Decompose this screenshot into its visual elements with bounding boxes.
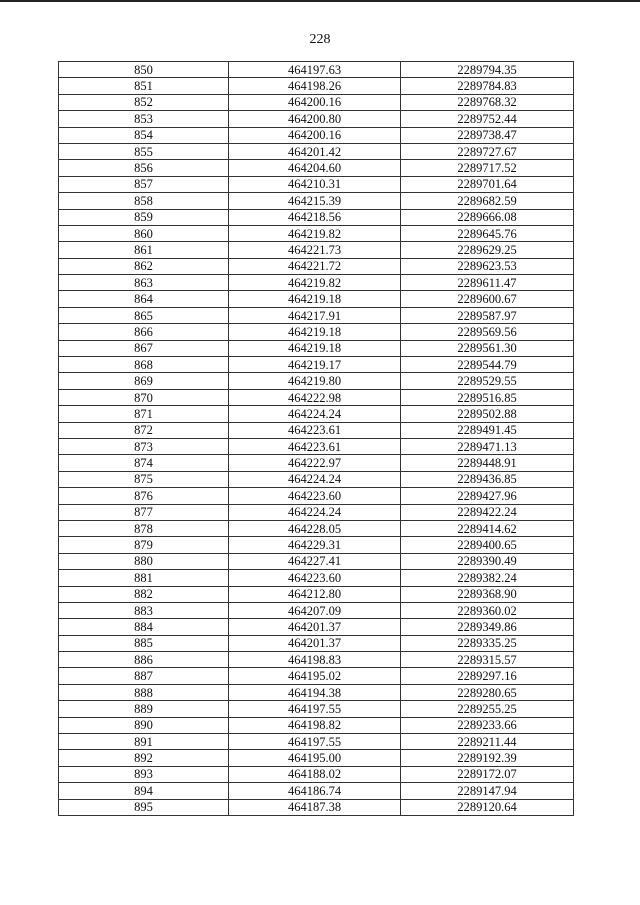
x-coordinate-cell: 464212.80 [229,586,401,602]
table-row [59,734,574,750]
x-coordinate-cell: 464224.24 [229,471,401,487]
table-row [59,78,574,94]
point-number-cell: 870 [59,389,229,405]
x-coordinate-cell: 464217.91 [229,307,401,323]
y-coordinate-cell: 2289717.52 [401,160,574,176]
table-row [59,504,574,520]
y-coordinate-cell: 2289784.83 [401,78,574,94]
table-row [59,111,574,127]
x-coordinate-cell: 464201.37 [229,619,401,635]
point-number-cell: 852 [59,94,229,110]
point-number-cell: 885 [59,635,229,651]
y-coordinate-cell: 2289645.76 [401,225,574,241]
x-coordinate-cell: 464197.55 [229,734,401,750]
x-coordinate-cell: 464197.55 [229,701,401,717]
point-number-cell: 894 [59,783,229,799]
point-number-cell: 874 [59,455,229,471]
y-coordinate-cell: 2289436.85 [401,471,574,487]
x-coordinate-cell: 464218.56 [229,209,401,225]
y-coordinate-cell: 2289427.96 [401,488,574,504]
x-coordinate-cell: 464223.61 [229,422,401,438]
y-coordinate-cell: 2289727.67 [401,143,574,159]
point-number-cell: 868 [59,357,229,373]
y-coordinate-cell: 2289752.44 [401,111,574,127]
page-number: 228 [309,32,331,47]
point-number-cell: 876 [59,488,229,504]
y-coordinate-cell: 2289516.85 [401,389,574,405]
point-number-cell: 869 [59,373,229,389]
y-coordinate-cell: 2289400.65 [401,537,574,553]
x-coordinate-cell: 464229.31 [229,537,401,553]
table-row [59,242,574,258]
point-number-cell: 888 [59,684,229,700]
x-coordinate-cell: 464219.82 [229,275,401,291]
table-row [59,94,574,110]
table-row [59,373,574,389]
x-coordinate-cell: 464198.82 [229,717,401,733]
table-row [59,209,574,225]
point-number-cell: 857 [59,176,229,192]
x-coordinate-cell: 464219.18 [229,291,401,307]
table-row [59,307,574,323]
point-number-cell: 853 [59,111,229,127]
y-coordinate-cell: 2289120.64 [401,799,574,815]
x-coordinate-cell: 464188.02 [229,766,401,782]
x-coordinate-cell: 464223.61 [229,438,401,454]
point-number-cell: 861 [59,242,229,258]
point-number-cell: 856 [59,160,229,176]
point-number-cell: 893 [59,766,229,782]
x-coordinate-cell: 464210.31 [229,176,401,192]
table-row [59,520,574,536]
table-row [59,62,574,78]
y-coordinate-cell: 2289280.65 [401,684,574,700]
x-coordinate-cell: 464204.60 [229,160,401,176]
coordinates-table [58,61,574,816]
y-coordinate-cell: 2289349.86 [401,619,574,635]
y-coordinate-cell: 2289600.67 [401,291,574,307]
x-coordinate-cell: 464219.80 [229,373,401,389]
point-number-cell: 891 [59,734,229,750]
top-border-rule [0,0,640,2]
y-coordinate-cell: 2289491.45 [401,422,574,438]
y-coordinate-cell: 2289794.35 [401,62,574,78]
y-coordinate-cell: 2289666.08 [401,209,574,225]
y-coordinate-cell: 2289335.25 [401,635,574,651]
y-coordinate-cell: 2289544.79 [401,357,574,373]
y-coordinate-cell: 2289382.24 [401,570,574,586]
x-coordinate-cell: 464187.38 [229,799,401,815]
table-row [59,143,574,159]
point-number-cell: 866 [59,324,229,340]
x-coordinate-cell: 464222.97 [229,455,401,471]
table-row [59,127,574,143]
y-coordinate-cell: 2289390.49 [401,553,574,569]
coordinates-table-body [59,62,574,816]
y-coordinate-cell: 2289414.62 [401,520,574,536]
y-coordinate-cell: 2289502.88 [401,406,574,422]
table-row [59,717,574,733]
y-coordinate-cell: 2289738.47 [401,127,574,143]
point-number-cell: 887 [59,668,229,684]
table-row [59,225,574,241]
point-number-cell: 858 [59,193,229,209]
y-coordinate-cell: 2289701.64 [401,176,574,192]
table-row [59,406,574,422]
point-number-cell: 850 [59,62,229,78]
table-row [59,750,574,766]
table-row [59,389,574,405]
table-row [59,668,574,684]
table-row [59,799,574,815]
point-number-cell: 859 [59,209,229,225]
point-number-cell: 854 [59,127,229,143]
point-number-cell: 867 [59,340,229,356]
table-row [59,635,574,651]
point-number-cell: 873 [59,438,229,454]
y-coordinate-cell: 2289611.47 [401,275,574,291]
x-coordinate-cell: 464223.60 [229,488,401,504]
y-coordinate-cell: 2289192.39 [401,750,574,766]
y-coordinate-cell: 2289471.13 [401,438,574,454]
table-row [59,586,574,602]
x-coordinate-cell: 464200.80 [229,111,401,127]
y-coordinate-cell: 2289147.94 [401,783,574,799]
y-coordinate-cell: 2289297.16 [401,668,574,684]
point-number-cell: 860 [59,225,229,241]
x-coordinate-cell: 464219.18 [229,324,401,340]
table-row [59,160,574,176]
point-number-cell: 877 [59,504,229,520]
table-row [59,766,574,782]
point-number-cell: 871 [59,406,229,422]
point-number-cell: 879 [59,537,229,553]
y-coordinate-cell: 2289768.32 [401,94,574,110]
x-coordinate-cell: 464227.41 [229,553,401,569]
x-coordinate-cell: 464194.38 [229,684,401,700]
x-coordinate-cell: 464215.39 [229,193,401,209]
x-coordinate-cell: 464224.24 [229,504,401,520]
table-row [59,602,574,618]
point-number-cell: 890 [59,717,229,733]
x-coordinate-cell: 464221.73 [229,242,401,258]
y-coordinate-cell: 2289368.90 [401,586,574,602]
x-coordinate-cell: 464186.74 [229,783,401,799]
y-coordinate-cell: 2289629.25 [401,242,574,258]
x-coordinate-cell: 464198.83 [229,652,401,668]
table-row [59,652,574,668]
table-row [59,193,574,209]
point-number-cell: 865 [59,307,229,323]
y-coordinate-cell: 2289529.55 [401,373,574,389]
x-coordinate-cell: 464197.63 [229,62,401,78]
point-number-cell: 889 [59,701,229,717]
x-coordinate-cell: 464198.26 [229,78,401,94]
table-row [59,340,574,356]
point-number-cell: 862 [59,258,229,274]
point-number-cell: 872 [59,422,229,438]
point-number-cell: 881 [59,570,229,586]
table-row [59,357,574,373]
table-row [59,684,574,700]
x-coordinate-cell: 464200.16 [229,127,401,143]
point-number-cell: 851 [59,78,229,94]
table-row [59,570,574,586]
y-coordinate-cell: 2289360.02 [401,602,574,618]
table-row [59,783,574,799]
y-coordinate-cell: 2289422.24 [401,504,574,520]
x-coordinate-cell: 464219.17 [229,357,401,373]
table-row [59,258,574,274]
point-number-cell: 886 [59,652,229,668]
x-coordinate-cell: 464201.37 [229,635,401,651]
y-coordinate-cell: 2289623.53 [401,258,574,274]
point-number-cell: 883 [59,602,229,618]
point-number-cell: 882 [59,586,229,602]
point-number-cell: 875 [59,471,229,487]
y-coordinate-cell: 2289315.57 [401,652,574,668]
table-row [59,619,574,635]
point-number-cell: 895 [59,799,229,815]
y-coordinate-cell: 2289172.07 [401,766,574,782]
table-row [59,455,574,471]
table-row [59,537,574,553]
y-coordinate-cell: 2289682.59 [401,193,574,209]
x-coordinate-cell: 464207.09 [229,602,401,618]
y-coordinate-cell: 2289569.56 [401,324,574,340]
table-row [59,324,574,340]
table-row [59,471,574,487]
x-coordinate-cell: 464228.05 [229,520,401,536]
x-coordinate-cell: 464219.18 [229,340,401,356]
x-coordinate-cell: 464200.16 [229,94,401,110]
y-coordinate-cell: 2289587.97 [401,307,574,323]
x-coordinate-cell: 464195.00 [229,750,401,766]
x-coordinate-cell: 464224.24 [229,406,401,422]
y-coordinate-cell: 2289233.66 [401,717,574,733]
table-row [59,701,574,717]
table-row [59,422,574,438]
y-coordinate-cell: 2289255.25 [401,701,574,717]
x-coordinate-cell: 464201.42 [229,143,401,159]
x-coordinate-cell: 464222.98 [229,389,401,405]
y-coordinate-cell: 2289448.91 [401,455,574,471]
table-row [59,488,574,504]
point-number-cell: 863 [59,275,229,291]
point-number-cell: 878 [59,520,229,536]
point-number-cell: 884 [59,619,229,635]
y-coordinate-cell: 2289211.44 [401,734,574,750]
x-coordinate-cell: 464223.60 [229,570,401,586]
point-number-cell: 864 [59,291,229,307]
table-row [59,438,574,454]
y-coordinate-cell: 2289561.30 [401,340,574,356]
table-row [59,275,574,291]
x-coordinate-cell: 464219.82 [229,225,401,241]
point-number-cell: 855 [59,143,229,159]
table-row [59,553,574,569]
table-row [59,176,574,192]
x-coordinate-cell: 464195.02 [229,668,401,684]
point-number-cell: 880 [59,553,229,569]
x-coordinate-cell: 464221.72 [229,258,401,274]
point-number-cell: 892 [59,750,229,766]
table-row [59,291,574,307]
